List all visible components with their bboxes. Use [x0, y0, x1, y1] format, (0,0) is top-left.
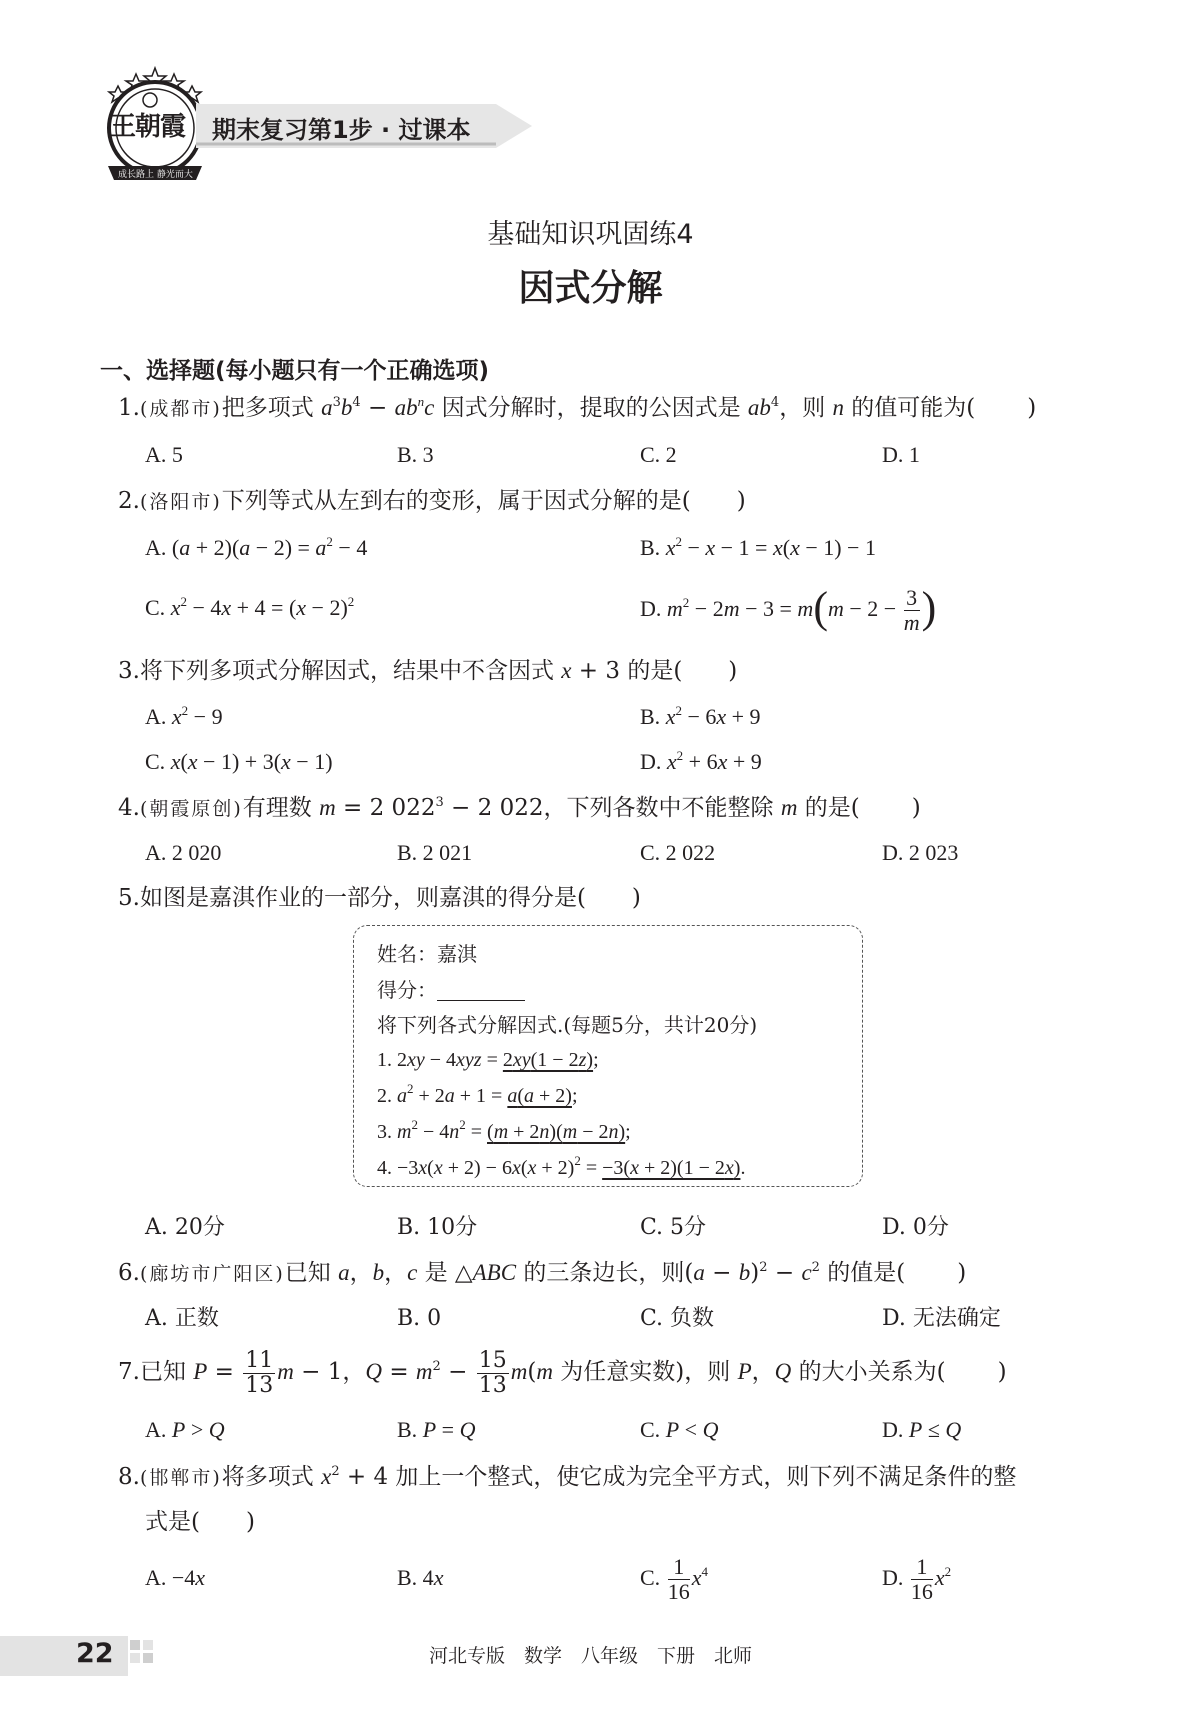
option-b[interactable]: B. P = Q — [397, 1417, 476, 1442]
question-7: 7.已知 P = $\frac{11}{13}$ m − 1，$Q = m^2$ − $\frac{15}{13}$ m(m 为任意实数)，则 P，Q 的大小关系为( ) — [118, 1347, 1007, 1398]
option-c[interactable]: C. 5分 — [640, 1215, 707, 1240]
question-2: 2.(洛阳市)下列等式从左到右的变形，属于因式分解的是( ) — [118, 488, 746, 514]
score-blank — [437, 1000, 525, 1001]
question-source: (朝霞原创) — [139, 798, 243, 820]
question-3: 3.将下列多项式分解因式，结果中不含因式 x + 3 的是( ) — [118, 658, 738, 684]
card-item-1: 1. 2xy − 4xyz = 2xy(1 − 2z); — [377, 1049, 599, 1071]
question-8: 8.(邯郸市)将多项式 $x^2 + 4$ 加上一个整式，使它成为完全平方式，则下列不满足条件的整 — [118, 1464, 1017, 1490]
card-student-name: 姓名：嘉淇 — [377, 942, 477, 966]
option-c[interactable]: C. 负数 — [640, 1306, 715, 1331]
option-b[interactable]: B. $x^2 - x - 1 = x(x - 1) - 1$ — [640, 534, 876, 560]
option-b[interactable]: B. $x^2 - 6x + 9$ — [640, 703, 761, 729]
option-c[interactable]: C. $x^2 - 4x + 4 = (x - 2)^2$ — [145, 594, 355, 620]
card-instruction: 将下列各式分解因式.(每题5分，共计20分) — [377, 1013, 758, 1037]
option-b[interactable]: B. 4x — [397, 1565, 444, 1590]
option-c[interactable]: C. 2 022 — [640, 840, 716, 865]
option-c[interactable]: C. P < Q — [640, 1417, 719, 1442]
banner-title: 期末复习第1步 · 过课本 — [212, 116, 471, 144]
card-score: 得分： — [377, 976, 525, 1004]
option-c[interactable]: C. $\frac{1}{16}$ $x^4$ — [640, 1554, 708, 1605]
option-d[interactable]: D. 1 — [882, 442, 920, 467]
option-a[interactable]: A. 正数 — [145, 1306, 219, 1331]
question-5: 5.如图是嘉淇作业的一部分，则嘉淇的得分是( ) — [118, 885, 641, 911]
option-a[interactable]: A. P > Q — [145, 1417, 225, 1442]
option-a[interactable]: A. 2 020 — [145, 840, 222, 865]
footer-info: 河北专版 数学 八年级 下册 北师 — [428, 1645, 752, 1667]
logo-name: 王朝霞 — [110, 112, 186, 142]
option-d[interactable]: D. $x^2 + 6x + 9$ — [640, 748, 762, 774]
logo-slogan: 成长路上 静光而大 — [118, 170, 193, 180]
card-item-3: 3. $m^2 - 4n^2 = (m + 2n)(m - 2n)$; — [377, 1117, 631, 1143]
card-item-2: 2. $a^2 + 2a + 1 = a(a + 2)$; — [377, 1081, 578, 1107]
option-d[interactable]: D. $\frac{1}{16}$ $x^2$ — [882, 1554, 952, 1605]
option-b[interactable]: B. 2 021 — [397, 840, 473, 865]
question-source: (邯郸市) — [139, 1467, 222, 1489]
option-d[interactable]: D. 2 023 — [882, 840, 959, 865]
option-b[interactable]: B. 0 — [397, 1306, 442, 1331]
option-a[interactable]: A. −4x — [145, 1565, 206, 1590]
option-c[interactable]: C. 2 — [640, 442, 677, 467]
section-heading: 一、选择题(每小题只有一个正确选项) — [100, 358, 490, 384]
option-a[interactable]: A. 20分 — [145, 1215, 225, 1240]
option-d[interactable]: D. $m^2 - 2m - 3 = m(m - 2$ − $\frac{3}{m}$ ) — [640, 583, 937, 636]
option-a[interactable]: A. 5 — [145, 442, 183, 467]
page-title: 因式分解 — [518, 268, 663, 309]
option-d[interactable]: D. 无法确定 — [882, 1306, 1001, 1331]
card-item-4: 4. $-3x(x + 2) - 6x(x + 2)^2 = -3(x + 2)(1 - 2x)$. — [377, 1153, 746, 1179]
option-d[interactable]: D. P ≤ Q — [882, 1417, 962, 1442]
question-6: 6.(廊坊市广阳区)已知 a，b，c 是 △ABC 的三条边长，则$(a - b)^2 - c^2$ 的值是( ) — [118, 1260, 967, 1286]
question-1: 1.(成都市)把多项式 $a^3b^4 - ab^nc$ 因式分解时，提取的公因式是 $ab^4$，则 n 的值可能为( ) — [118, 394, 1037, 421]
question-4: 4.(朝霞原创)有理数 m = 2 $022^3 - 2$ 022，下列各数中不能整除 m 的是( ) — [118, 795, 921, 821]
option-a[interactable]: A. $(a + 2)(a - 2) = a^2 - 4$ — [145, 534, 368, 560]
option-d[interactable]: D. 0分 — [882, 1215, 949, 1240]
question-source: (廊坊市广阳区) — [139, 1263, 285, 1285]
page-number: 22 — [76, 1638, 114, 1669]
option-b[interactable]: B. 10分 — [397, 1215, 478, 1240]
question-8-line-2: 式是( ) — [145, 1509, 255, 1535]
option-b[interactable]: B. 3 — [397, 442, 434, 467]
question-source: (成都市) — [139, 398, 222, 420]
option-a[interactable]: A. $x^2 - 9$ — [145, 703, 223, 729]
option-c[interactable]: C. x(x − 1) + 3(x − 1) — [145, 749, 333, 774]
subtitle: 基础知识巩固练4 — [487, 219, 694, 250]
question-source: (洛阳市) — [139, 491, 222, 513]
